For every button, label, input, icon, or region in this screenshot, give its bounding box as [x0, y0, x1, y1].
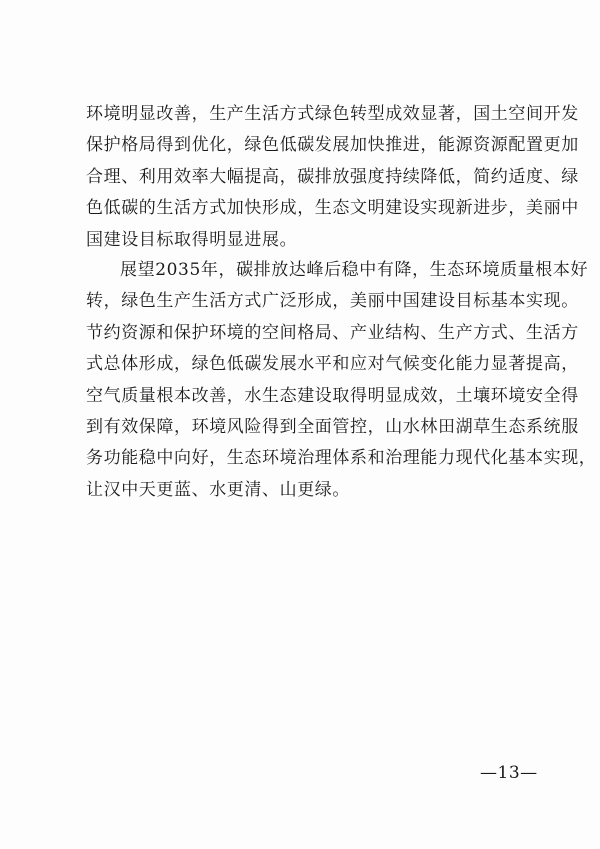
- paragraph-line: 国建设目标取得明显进展。: [86, 229, 298, 250]
- page-number: —13—: [480, 763, 538, 783]
- paragraph-continued: [86, 99, 579, 256]
- paragraph-line: 务功能稳中向好，生态环境治理体系和治理能力现代化基本实现，: [86, 448, 597, 469]
- paragraph-line: 节约资源和保护环境的空间格局、产业结构、生产方式、生活方: [86, 322, 579, 343]
- paragraph-line: 式总体形成，绿色低碳发展水平和应对气候变化能力显著提高，: [86, 354, 579, 375]
- paragraph-outlook-2035: [86, 255, 597, 506]
- paragraph-line: 色低碳的生活方式加快形成，生态文明建设实现新进步，美丽中: [86, 198, 579, 219]
- paragraph-line: 保护格局得到优化，绿色低碳发展加快推进，能源资源配置更加: [86, 135, 579, 156]
- paragraph-line: 空气质量根本改善，水生态建设取得明显成效，土壤环境安全得: [86, 385, 579, 406]
- paragraph-line: 合理、利用效率大幅提高，碳排放强度持续降低，简约适度、绿: [86, 166, 579, 187]
- paragraph-line: 环境明显改善，生产生活方式绿色转型成效显著，国土空间开发: [86, 104, 579, 124]
- paragraph-line: 到有效保障，环境风险得到全面管控，山水林田湖草生态系统服: [86, 416, 579, 437]
- paragraph-line: 展望2035年，碳排放达峰后稳中有降，生态环境质量根本好: [120, 260, 589, 280]
- paragraph-line: 转，绿色生产生活方式广泛形成，美丽中国建设目标基本实现。: [86, 291, 579, 312]
- paragraph-line: 让汉中天更蓝、水更清、山更绿。: [86, 479, 350, 500]
